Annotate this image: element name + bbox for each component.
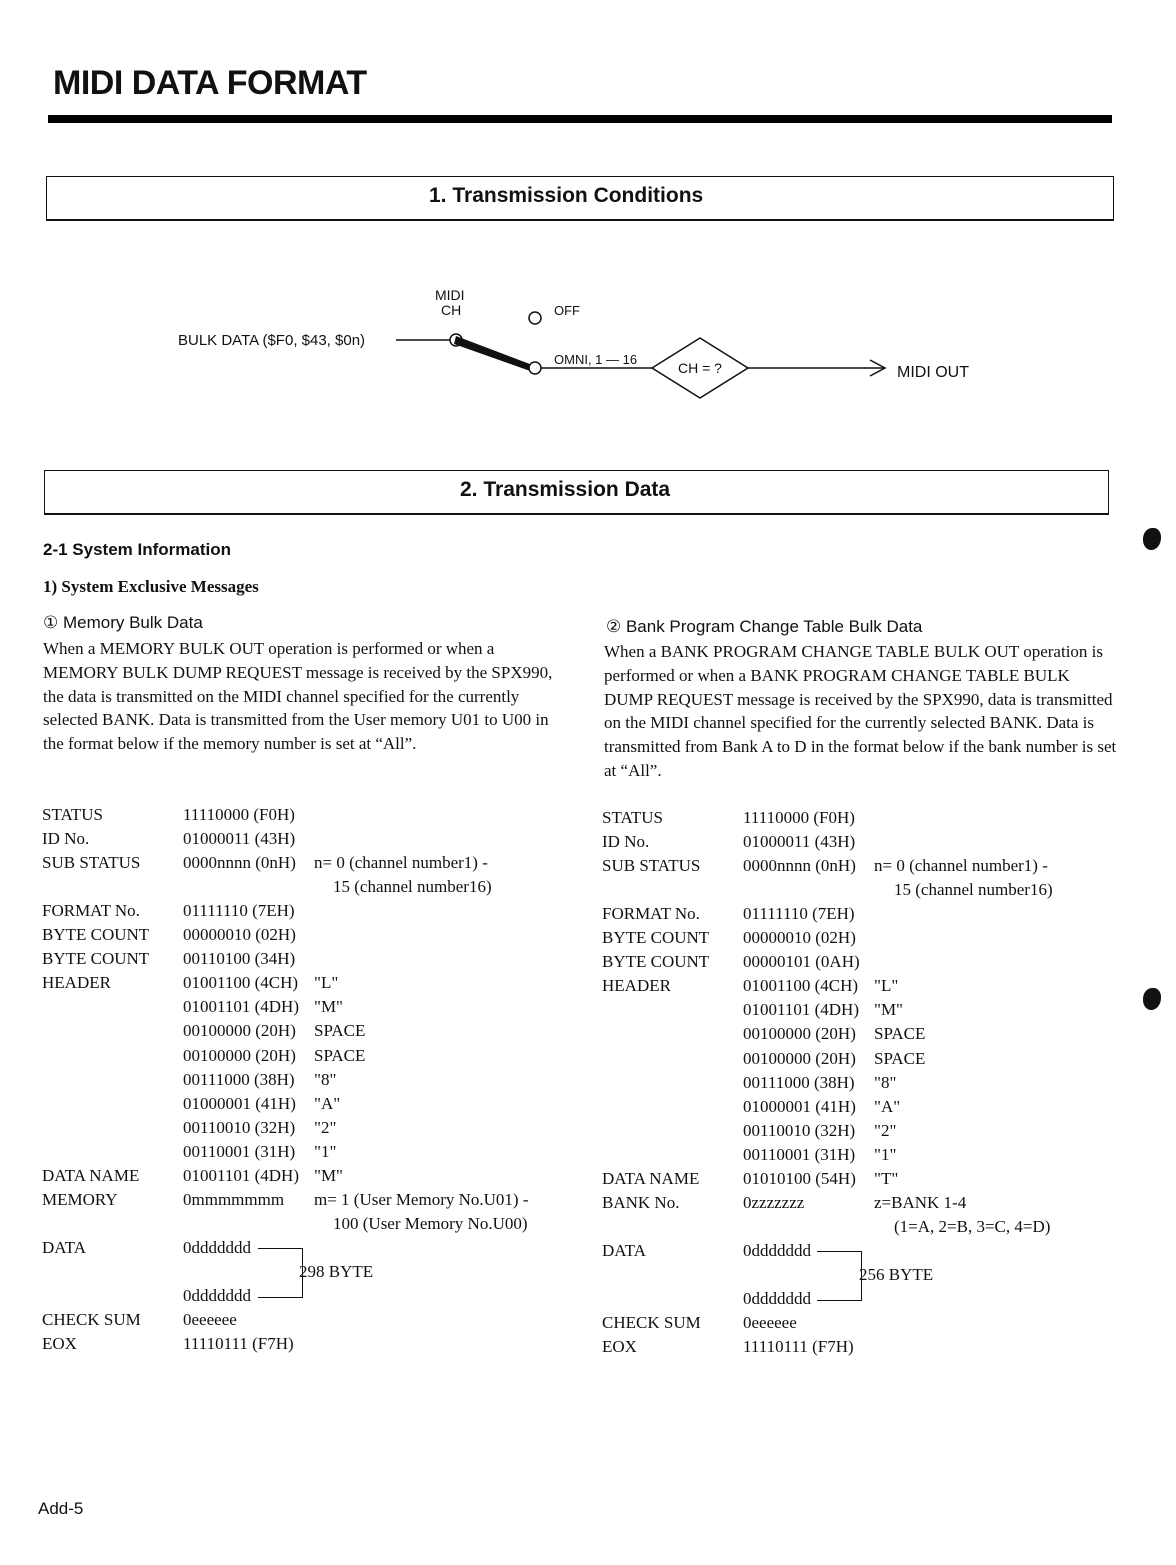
diagram-source-label: BULK DATA ($F0, $43, $0n) bbox=[178, 332, 366, 349]
margin-mark bbox=[1143, 988, 1161, 1010]
table-cell: DATA bbox=[602, 1240, 646, 1260]
table-cell: 0eeeeee bbox=[743, 1313, 797, 1333]
table-cell: 0000nnnn (0nH) bbox=[743, 856, 856, 876]
margin-mark bbox=[1143, 528, 1161, 550]
table-cell: SPACE bbox=[314, 1021, 366, 1041]
diagram-ch-label: CH bbox=[441, 302, 462, 318]
table-cell: 256 BYTE bbox=[859, 1264, 934, 1284]
diagram-dest-label: MIDI OUT bbox=[897, 364, 969, 381]
table-cell: 00100000 (20H) bbox=[183, 1045, 296, 1065]
section-2-box bbox=[44, 470, 1109, 515]
table-cell: 01001101 (4DH) bbox=[743, 1000, 859, 1020]
table-cell: "8" bbox=[874, 1072, 897, 1092]
table-cell: 00110010 (32H) bbox=[743, 1120, 856, 1140]
section-2-title: 2. Transmission Data bbox=[460, 478, 671, 501]
table-cell: 01000001 (41H) bbox=[743, 1096, 856, 1116]
table-cell: 00000101 (0AH) bbox=[743, 952, 860, 972]
table-cell: 01000011 (43H) bbox=[743, 832, 856, 852]
table-cell: 0eeeeee bbox=[183, 1310, 237, 1330]
table-cell: 00110001 (31H) bbox=[743, 1144, 856, 1164]
table-cell: 00110010 (32H) bbox=[183, 1117, 296, 1137]
subsection-heading: 2-1 System Information bbox=[43, 540, 231, 559]
diagram-off-label: OFF bbox=[554, 303, 580, 318]
table-cell: 00000010 (02H) bbox=[743, 928, 856, 948]
table-cell: "2" bbox=[314, 1117, 337, 1137]
table-cell: 00111000 (38H) bbox=[743, 1072, 855, 1092]
table-cell: CHECK SUM bbox=[602, 1313, 701, 1333]
table-cell: BYTE COUNT bbox=[42, 949, 150, 969]
table-cell: n= 0 (channel number1) - bbox=[314, 853, 488, 873]
table-cell: "2" bbox=[874, 1120, 897, 1140]
section-1-box bbox=[46, 176, 1114, 221]
page-number: Add-5 bbox=[38, 1499, 84, 1518]
table-cell: STATUS bbox=[42, 805, 103, 824]
table-cell: 00000010 (02H) bbox=[183, 925, 296, 945]
table-cell: "1" bbox=[874, 1144, 897, 1164]
table-cell: 11110000 (F0H) bbox=[183, 805, 295, 824]
table-cell: SPACE bbox=[874, 1024, 926, 1044]
table-cell: CHECK SUM bbox=[42, 1310, 141, 1330]
right-paragraph: When a BANK PROGRAM CHANGE TABLE BULK OUT operation is performed or when a BANK PROGRAM CHANGE TABLE BULK DUMP REQUEST message is received by the SPX990, data is transmitted on the MIDI channel specified for the currently selected BANK. Data is transmitted from Bank A to D in the format below if the bank number is set at “All”. bbox=[604, 642, 1117, 780]
subsection-subheading: 1) System Exclusive Messages bbox=[43, 577, 259, 596]
table-cell: 11110111 (F7H) bbox=[743, 1337, 854, 1357]
table-cell: 0ddddddd bbox=[743, 1240, 811, 1260]
table-cell: DATA bbox=[42, 1237, 86, 1257]
table-cell: BYTE COUNT bbox=[602, 952, 710, 972]
table-cell: MEMORY bbox=[42, 1189, 118, 1209]
table-cell: HEADER bbox=[602, 976, 671, 996]
left-title: ① Memory Bulk Data bbox=[43, 613, 203, 632]
right-title: ② Bank Program Change Table Bulk Data bbox=[606, 617, 923, 636]
table-cell: 00110100 (34H) bbox=[183, 949, 296, 969]
table-cell: ID No. bbox=[602, 832, 650, 852]
table-cell: "M" bbox=[314, 1165, 343, 1185]
table-cell: 00111000 (38H) bbox=[183, 1069, 295, 1089]
table-cell: 00100000 (20H) bbox=[743, 1048, 856, 1068]
table-cell: "M" bbox=[314, 997, 343, 1017]
off-terminal bbox=[529, 312, 541, 324]
page-title: MIDI DATA FORMAT bbox=[53, 64, 367, 102]
table-cell: HEADER bbox=[42, 973, 111, 993]
table-cell: 01001100 (4CH) bbox=[183, 973, 299, 993]
table-cell: "A" bbox=[314, 1093, 341, 1113]
table-cell: (1=A, 2=B, 3=C, 4=D) bbox=[894, 1216, 1051, 1236]
table-cell: EOX bbox=[42, 1334, 77, 1354]
table-cell: 00110001 (31H) bbox=[183, 1141, 296, 1161]
table-cell: m= 1 (User Memory No.U01) - bbox=[314, 1189, 529, 1209]
table-cell: 11110000 (F0H) bbox=[743, 808, 855, 827]
table-cell: 01000011 (43H) bbox=[183, 829, 296, 849]
table-cell: DATA NAME bbox=[42, 1165, 140, 1185]
section-1-title: 1. Transmission Conditions bbox=[429, 184, 704, 207]
table-cell: DATA NAME bbox=[602, 1168, 700, 1188]
data-bracket bbox=[258, 1248, 303, 1298]
table-cell: 0mmmmmmm bbox=[183, 1189, 285, 1209]
table-cell: ID No. bbox=[42, 829, 90, 849]
table-cell: "L" bbox=[874, 976, 899, 996]
table-cell: 01001101 (4DH) bbox=[183, 997, 299, 1017]
table-cell: 15 (channel number16) bbox=[894, 880, 1053, 900]
table-cell: 0ddddddd bbox=[183, 1237, 251, 1257]
table-cell: z=BANK 1-4 bbox=[874, 1192, 967, 1212]
table-cell: 15 (channel number16) bbox=[333, 877, 492, 897]
table-cell: "T" bbox=[874, 1168, 899, 1188]
table-cell: "1" bbox=[314, 1141, 337, 1161]
diagram-decision-label: CH = ? bbox=[678, 360, 722, 376]
table-cell: 01001101 (4DH) bbox=[183, 1165, 299, 1185]
table-cell: 00100000 (20H) bbox=[183, 1021, 296, 1041]
table-cell: 298 BYTE bbox=[299, 1261, 374, 1281]
diagram-omni-label: OMNI, 1 — 16 bbox=[554, 352, 638, 367]
table-cell: "L" bbox=[314, 973, 339, 993]
table-cell: SPACE bbox=[314, 1045, 366, 1065]
table-cell: "M" bbox=[874, 1000, 903, 1020]
table-cell: BYTE COUNT bbox=[602, 928, 710, 948]
title-rule bbox=[48, 115, 1112, 123]
table-cell: 0ddddddd bbox=[743, 1289, 811, 1308]
table-cell: SUB STATUS bbox=[42, 853, 141, 873]
table-cell: EOX bbox=[602, 1337, 637, 1357]
table-cell: 100 (User Memory No.U00) bbox=[333, 1213, 528, 1233]
table-cell: 0000nnnn (0nH) bbox=[183, 853, 296, 873]
table-cell: 00100000 (20H) bbox=[743, 1024, 856, 1044]
table-cell: BANK No. bbox=[602, 1192, 680, 1212]
table-cell: STATUS bbox=[602, 808, 663, 827]
table-cell: 01111110 (7EH) bbox=[743, 904, 855, 924]
table-cell: 0zzzzzzz bbox=[743, 1192, 805, 1212]
table-cell: "8" bbox=[314, 1069, 337, 1089]
table-cell: SPACE bbox=[874, 1048, 926, 1068]
table-cell: 01001100 (4CH) bbox=[743, 976, 859, 996]
table-cell: FORMAT No. bbox=[42, 901, 140, 921]
table-cell: 0ddddddd bbox=[183, 1286, 251, 1305]
table-cell: 01000001 (41H) bbox=[183, 1093, 296, 1113]
table-cell: 01010100 (54H) bbox=[743, 1168, 856, 1188]
table-cell: SUB STATUS bbox=[602, 856, 701, 876]
table-cell: 01111110 (7EH) bbox=[183, 901, 295, 921]
table-cell: n= 0 (channel number1) - bbox=[874, 856, 1048, 876]
data-bracket bbox=[817, 1251, 862, 1301]
left-paragraph: When a MEMORY BULK OUT operation is performed or when a MEMORY BULK DUMP REQUEST message is received by the SPX990, the data is transmitted on the MIDI channel specified for the currently selected BANK. Data is transmitted from the User memory U01 to U00 in the format below if the memory number is set at “All”. bbox=[43, 639, 553, 754]
table-cell: 11110111 (F7H) bbox=[183, 1334, 294, 1354]
table-cell: "A" bbox=[874, 1096, 901, 1116]
table-cell: FORMAT No. bbox=[602, 904, 700, 924]
omni-terminal bbox=[529, 362, 541, 374]
diagram-midi-label: MIDI bbox=[435, 287, 465, 303]
table-cell: BYTE COUNT bbox=[42, 925, 150, 945]
switch-blade bbox=[454, 336, 535, 372]
